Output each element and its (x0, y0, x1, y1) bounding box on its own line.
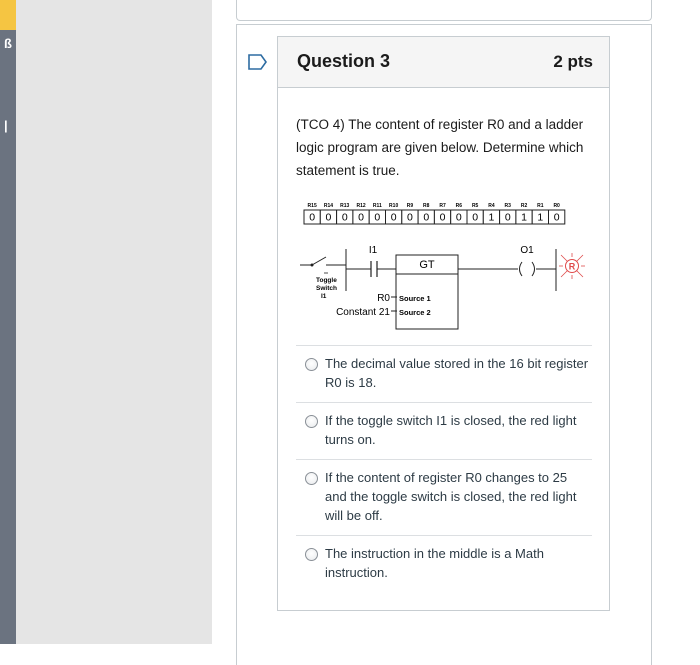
ladder-logic-diagram (300, 201, 586, 331)
contact-label: I1 (368, 245, 378, 256)
toggle-switch-icon (312, 257, 326, 265)
register-bit-label: R6 (455, 203, 463, 209)
register-bit-label: R9 (406, 203, 414, 209)
answer-text: If the content of register R0 changes to 25 and the toggle switch is closed, the red light will be off. (325, 470, 577, 523)
register-bit-label: R3 (504, 203, 511, 209)
left-gutter (16, 0, 212, 644)
toggle-label: Switch (316, 285, 337, 292)
register-bit-value: 0 (504, 211, 511, 224)
radio-button[interactable] (305, 358, 318, 371)
previous-question-card (236, 0, 652, 21)
register-bit-value: 0 (423, 211, 430, 224)
register-bit-value: 0 (553, 211, 560, 224)
answer-option[interactable] (296, 459, 592, 535)
rail-accent (0, 0, 16, 30)
answer-option[interactable] (296, 345, 592, 402)
answer-text: If the toggle switch I1 is closed, the red light turns on. (325, 413, 577, 447)
register-bit-value: 0 (390, 211, 397, 224)
register-bit-label: R12 (356, 203, 366, 209)
register-bit-label: R13 (340, 203, 350, 209)
register-bit-value: 1 (488, 211, 495, 224)
toggle-label: I1 (321, 293, 327, 300)
output-label: O1 (520, 245, 534, 256)
register-bit-value: 0 (309, 211, 316, 224)
register-bit-value: 1 (537, 211, 544, 224)
toggle-label: Toggle (316, 277, 337, 284)
question-title: Question 3 (297, 51, 391, 71)
register-bit-value: 0 (358, 211, 364, 224)
flag-question-icon[interactable] (248, 54, 268, 70)
register-bit-label: R2 (520, 203, 528, 209)
gt-block-label: GT (419, 259, 435, 271)
radio-button[interactable] (305, 472, 318, 485)
register-bit-label: R5 (471, 203, 479, 209)
coil-icon (520, 262, 523, 276)
answer-option[interactable] (296, 535, 592, 592)
question-points: 2 pts (553, 52, 593, 71)
register-bit-label: R1 (537, 203, 544, 209)
answer-list (296, 345, 592, 592)
source2-label: Source 2 (399, 308, 431, 317)
source1-operand: R0 (377, 293, 390, 304)
source2-operand: Constant 21 (336, 307, 390, 318)
question-card (277, 36, 610, 611)
register-bit-value: 1 (521, 211, 527, 224)
radio-button[interactable] (305, 415, 318, 428)
register-bit-value: 0 (472, 211, 479, 224)
register-bit-label: R11 (372, 203, 382, 209)
register-bit-value: 0 (455, 211, 462, 224)
question-prompt: (TCO 4) The content of register R0 and a ladder logic program are given below. Determine which statement is true. (296, 117, 584, 178)
register-bit-value: 0 (325, 211, 332, 224)
light-label: R (568, 261, 576, 272)
register-bit-label: R4 (488, 203, 495, 209)
register-cells (304, 210, 565, 224)
answer-option[interactable] (296, 402, 592, 459)
register-bit-label: R14 (323, 203, 334, 209)
rail-glyph: ß (4, 36, 12, 51)
register-bit-label: R7 (439, 203, 446, 209)
register-bit-label: R0 (553, 203, 560, 209)
register-bit-value: 0 (341, 211, 348, 224)
register-bit-label: R10 (389, 203, 399, 209)
register-bit-value: 0 (374, 211, 381, 224)
register-labels (308, 203, 561, 209)
answer-text: The instruction in the middle is a Math instruction. (325, 546, 544, 580)
source1-label: Source 1 (399, 294, 431, 303)
register-bit-value: 0 (439, 211, 446, 224)
left-rail (0, 0, 16, 644)
rail-glyph: | (4, 118, 8, 133)
register-bit-label: R15 (307, 203, 317, 209)
radio-button[interactable] (305, 548, 318, 561)
register-bit-value: 0 (407, 211, 413, 224)
answer-text: The decimal value stored in the 16 bit register R0 is 18. (325, 356, 589, 390)
question-header (278, 37, 609, 88)
register-bit-label: R8 (423, 203, 430, 209)
